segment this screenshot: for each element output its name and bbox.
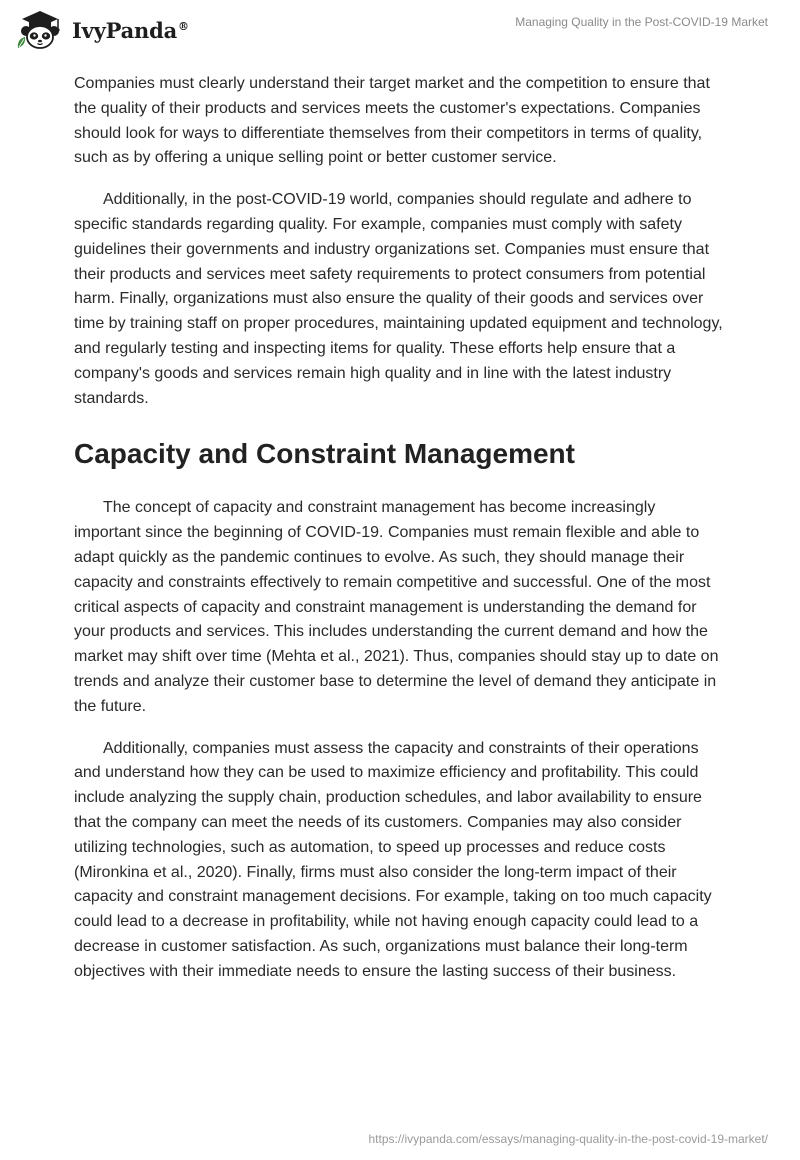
- paragraph: Additionally, companies must assess the capacity and constraints of their operations and understand how they can be used to maximize efficiency and profitability. This could include analyzing the supply chain, production schedules, and labor availability to ensure that the company can meet the needs of its customers. Companies may also consider utilizing technologies, such as automation, to speed up processes and reduce costs (Mironkina et al., 2020). Finally, firms must also consider the long-term impact of their capacity and constraint management decisions. For example, taking on too much capacity could lead to a decrease in profitability, while not having enough capacity could lead to a decrease in customer satisfaction. As such, organizations must balance their long-term objectives with their immediate needs to ensure the lasting success of their business.: [74, 739, 712, 980]
- essay-body: [74, 72, 726, 1002]
- page-header: [0, 0, 800, 60]
- paragraph: Companies must clearly understand their target market and the competition to ensure that the quality of their products and services meets the customer's expectations. Companies should look for ways to differentiate themselves from their competitors in terms of quality, such as by offering a unique selling point or better customer service.: [74, 75, 710, 167]
- ivypanda-logo[interactable]: [14, 8, 189, 52]
- paragraph: The concept of capacity and constraint management has become increasingly important since the beginning of COVID-19. Companies must remain flexible and able to adapt quickly as the pandemic continues to evolve. As such, they should manage their capacity and constraints effectively to remain competitive and successful. One of the most critical aspects of capacity and constraint management is understanding the demand for your products and services. This includes understanding the current demand and how the market may shift over time (Mehta et al., 2021). Thus, companies should stay up to date on trends and analyze their customer base to determine the level of demand they anticipate in the future.: [74, 499, 719, 715]
- paragraph: Additionally, in the post-COVID-19 world, companies should regulate and adhere to specific standards regarding quality. For example, companies must comply with safety guidelines their governments and industry organizations set. Companies must ensure that their products and services meet safety requirements to protect consumers from potential harm. Finally, organizations must also ensure the quality of their goods and services over time by training staff on proper procedures, maintaining updated equipment and technology, and regularly testing and inspecting items for quality. These efforts help ensure that a company's goods and services remain high quality and in line with the latest industry standards.: [74, 191, 723, 407]
- document-title: Managing Quality in the Post-COVID-19 Market: [515, 15, 768, 29]
- section-heading: Capacity and Constraint Management: [74, 438, 575, 470]
- logo-wordmark: IvyPanda®: [72, 17, 189, 43]
- registered-mark: ®: [178, 19, 189, 33]
- panda-graduate-icon: [14, 8, 66, 52]
- source-url[interactable]: https://ivypanda.com/essays/managing-quality-in-the-post-covid-19-market/: [368, 1132, 768, 1146]
